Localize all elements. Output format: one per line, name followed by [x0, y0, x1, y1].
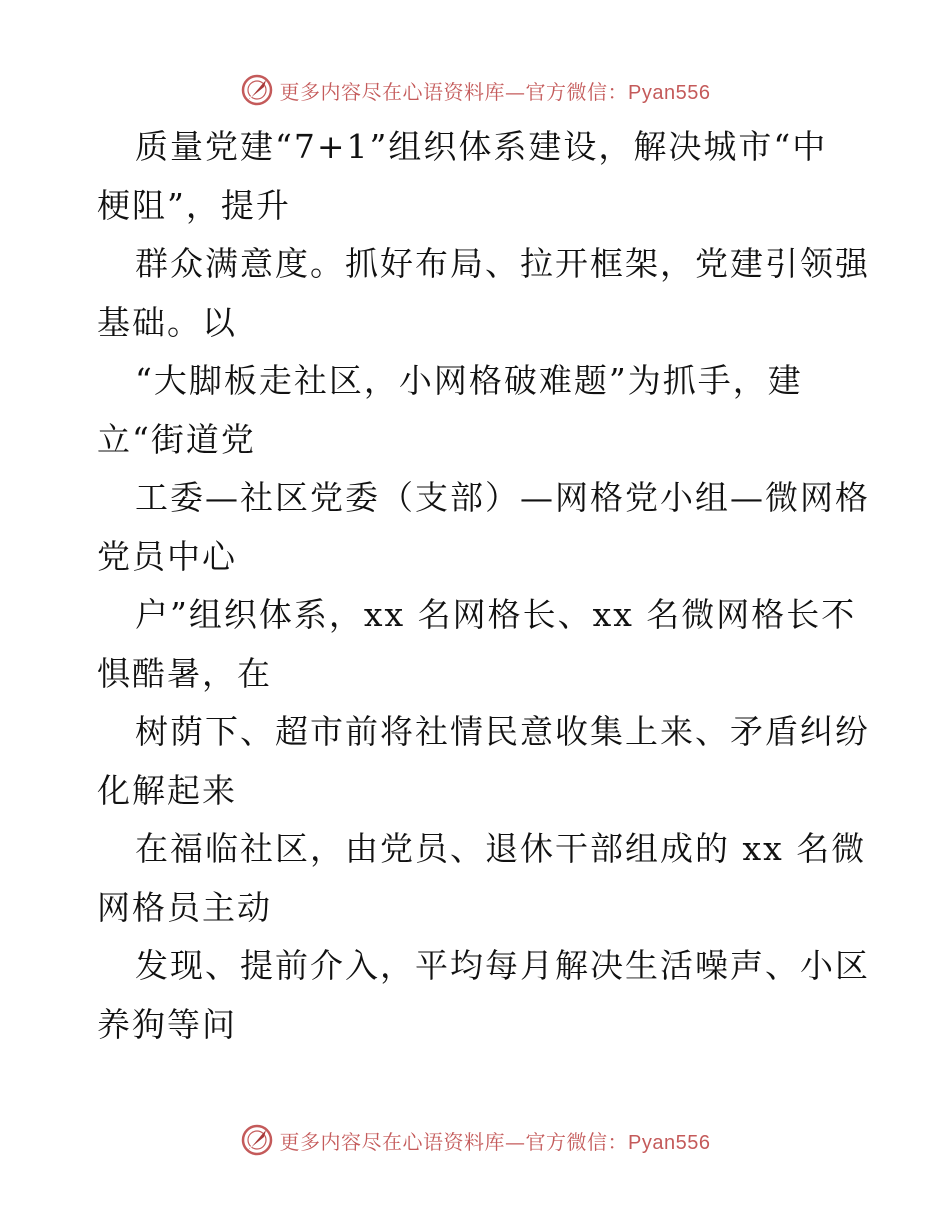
document-body: [97, 118, 870, 1054]
text-line: 发现、提前介入，平均每月解决生活噪声、小区: [135, 946, 870, 985]
quill-logo-icon: [240, 73, 274, 107]
text-line: “大脚板走社区，小网格破难题”为抓手，建: [135, 361, 803, 400]
text-line: 化解起来: [97, 770, 237, 810]
quill-logo-icon: [240, 1123, 274, 1157]
text-line: 户”组织体系，xx 名网格长、xx 名微网格长不: [135, 595, 857, 634]
text-line: 质量党建“7+1”组织体系建设，解决城市“中: [135, 127, 828, 166]
text-line: 工委—社区党委（支部）—网格党小组—微网格: [135, 478, 870, 517]
text-line: 惧酷暑，在: [97, 653, 272, 693]
text-line: 基础。以: [97, 302, 237, 342]
text-line: 党员中心: [97, 536, 237, 576]
header-watermark: [0, 70, 950, 110]
footer-watermark: [0, 1120, 950, 1160]
text-line: 梗阻”，提升: [97, 185, 291, 225]
text-line: 树荫下、超市前将社情民意收集上来、矛盾纠纷: [135, 712, 870, 751]
watermark-text: 更多内容尽在心语资料库—官方微信：Pyan556: [279, 79, 711, 104]
text-line: 立“街道党: [97, 419, 256, 459]
text-line: 养狗等问: [97, 1004, 237, 1044]
text-line: 在福临社区，由党员、退休干部组成的 xx 名微: [135, 829, 867, 868]
text-line: 网格员主动: [97, 887, 272, 927]
watermark-text: 更多内容尽在心语资料库—官方微信：Pyan556: [279, 1129, 711, 1154]
text-line: 群众满意度。抓好布局、拉开框架，党建引领强: [135, 244, 870, 283]
